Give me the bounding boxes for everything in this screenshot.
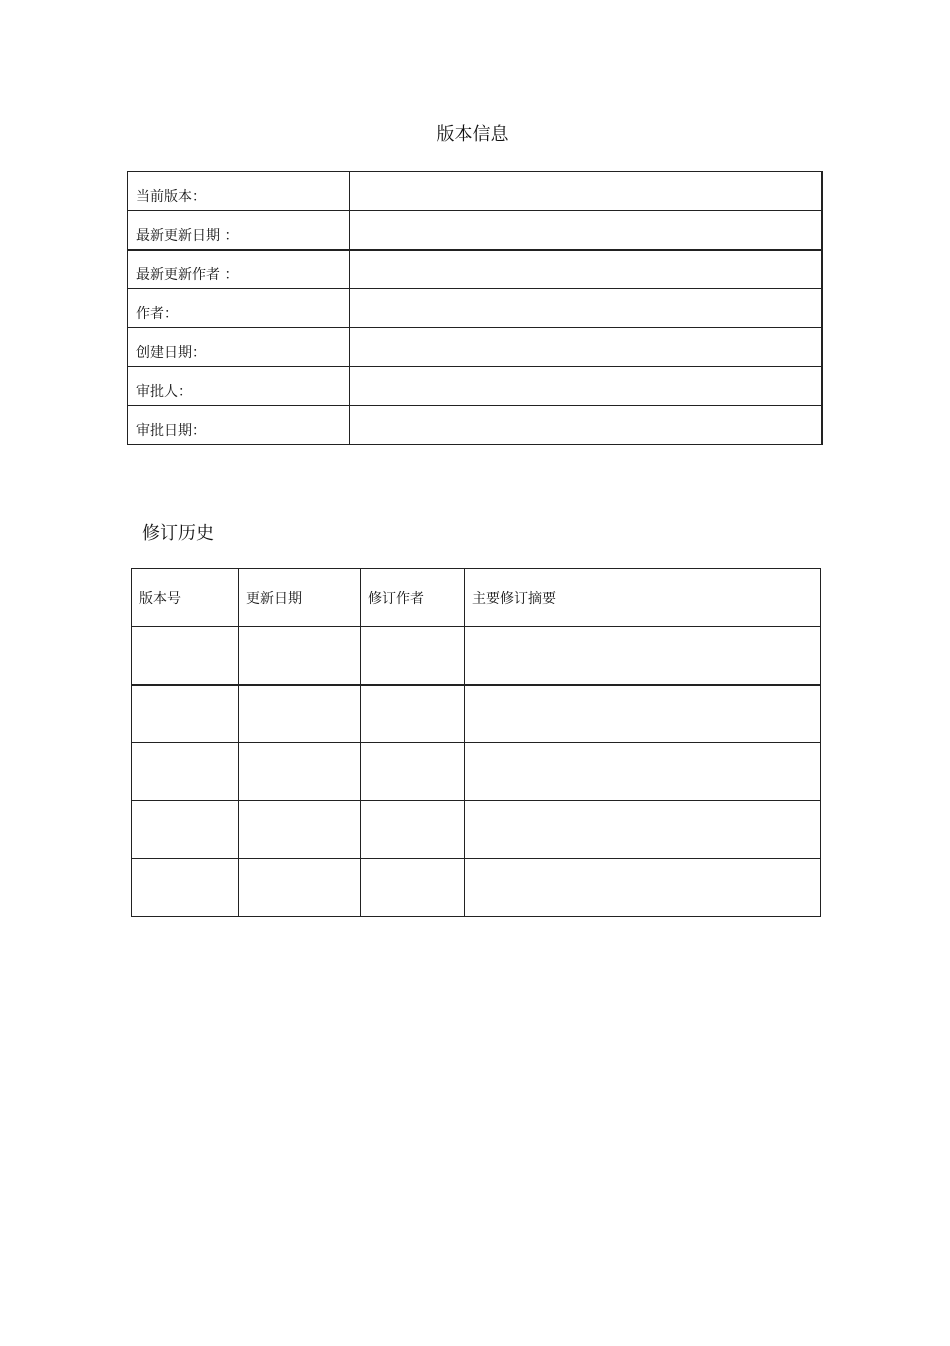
table-cell[interactable]	[465, 859, 821, 917]
table-row	[132, 859, 821, 917]
version-info-table	[127, 171, 823, 445]
info-row	[128, 289, 823, 328]
info-row	[128, 172, 823, 211]
table-cell[interactable]	[132, 627, 239, 685]
info-label: 最新更新日期 ：	[128, 211, 350, 250]
table-row	[132, 685, 821, 743]
page-title: 版本信息	[436, 124, 509, 145]
table-cell[interactable]	[132, 685, 239, 743]
table-cell[interactable]	[465, 685, 821, 743]
column-header: 更新日期	[239, 569, 361, 627]
table-cell[interactable]	[465, 801, 821, 859]
table-row	[132, 627, 821, 685]
table-cell[interactable]	[239, 801, 361, 859]
table-row	[132, 743, 821, 801]
info-value-field[interactable]	[350, 406, 823, 445]
table-cell[interactable]	[132, 859, 239, 917]
column-header: 主要修订摘要	[465, 569, 821, 627]
info-value-field[interactable]	[350, 328, 823, 367]
info-row	[128, 328, 823, 367]
table-cell[interactable]	[361, 801, 465, 859]
table-cell[interactable]	[239, 743, 361, 801]
info-label: 作者：	[128, 289, 350, 328]
info-value-field[interactable]	[350, 250, 823, 289]
section-title-revision-history: 修订历史	[142, 523, 214, 544]
info-label: 审批人：	[128, 367, 350, 406]
table-row	[132, 801, 821, 859]
table-header-row	[132, 569, 821, 627]
table-cell[interactable]	[465, 743, 821, 801]
table-cell[interactable]	[465, 627, 821, 685]
info-label: 最新更新作者 ：	[128, 250, 350, 289]
info-value-field[interactable]	[350, 289, 823, 328]
info-label: 创建日期：	[128, 328, 350, 367]
table-cell[interactable]	[361, 743, 465, 801]
table-cell[interactable]	[239, 685, 361, 743]
info-value-field[interactable]	[350, 172, 823, 211]
table-cell[interactable]	[361, 685, 465, 743]
revision-history-table	[131, 568, 821, 917]
info-label: 当前版本：	[128, 172, 350, 211]
table-cell[interactable]	[239, 627, 361, 685]
table-cell[interactable]	[361, 627, 465, 685]
table-cell[interactable]	[132, 743, 239, 801]
info-row	[128, 211, 823, 250]
column-header: 修订作者	[361, 569, 465, 627]
info-row	[128, 250, 823, 289]
table-cell[interactable]	[239, 859, 361, 917]
table-cell[interactable]	[361, 859, 465, 917]
info-value-field[interactable]	[350, 211, 823, 250]
info-row	[128, 367, 823, 406]
info-row	[128, 406, 823, 445]
table-cell[interactable]	[132, 801, 239, 859]
info-value-field[interactable]	[350, 367, 823, 406]
info-label: 审批日期：	[128, 406, 350, 445]
column-header: 版本号	[132, 569, 239, 627]
